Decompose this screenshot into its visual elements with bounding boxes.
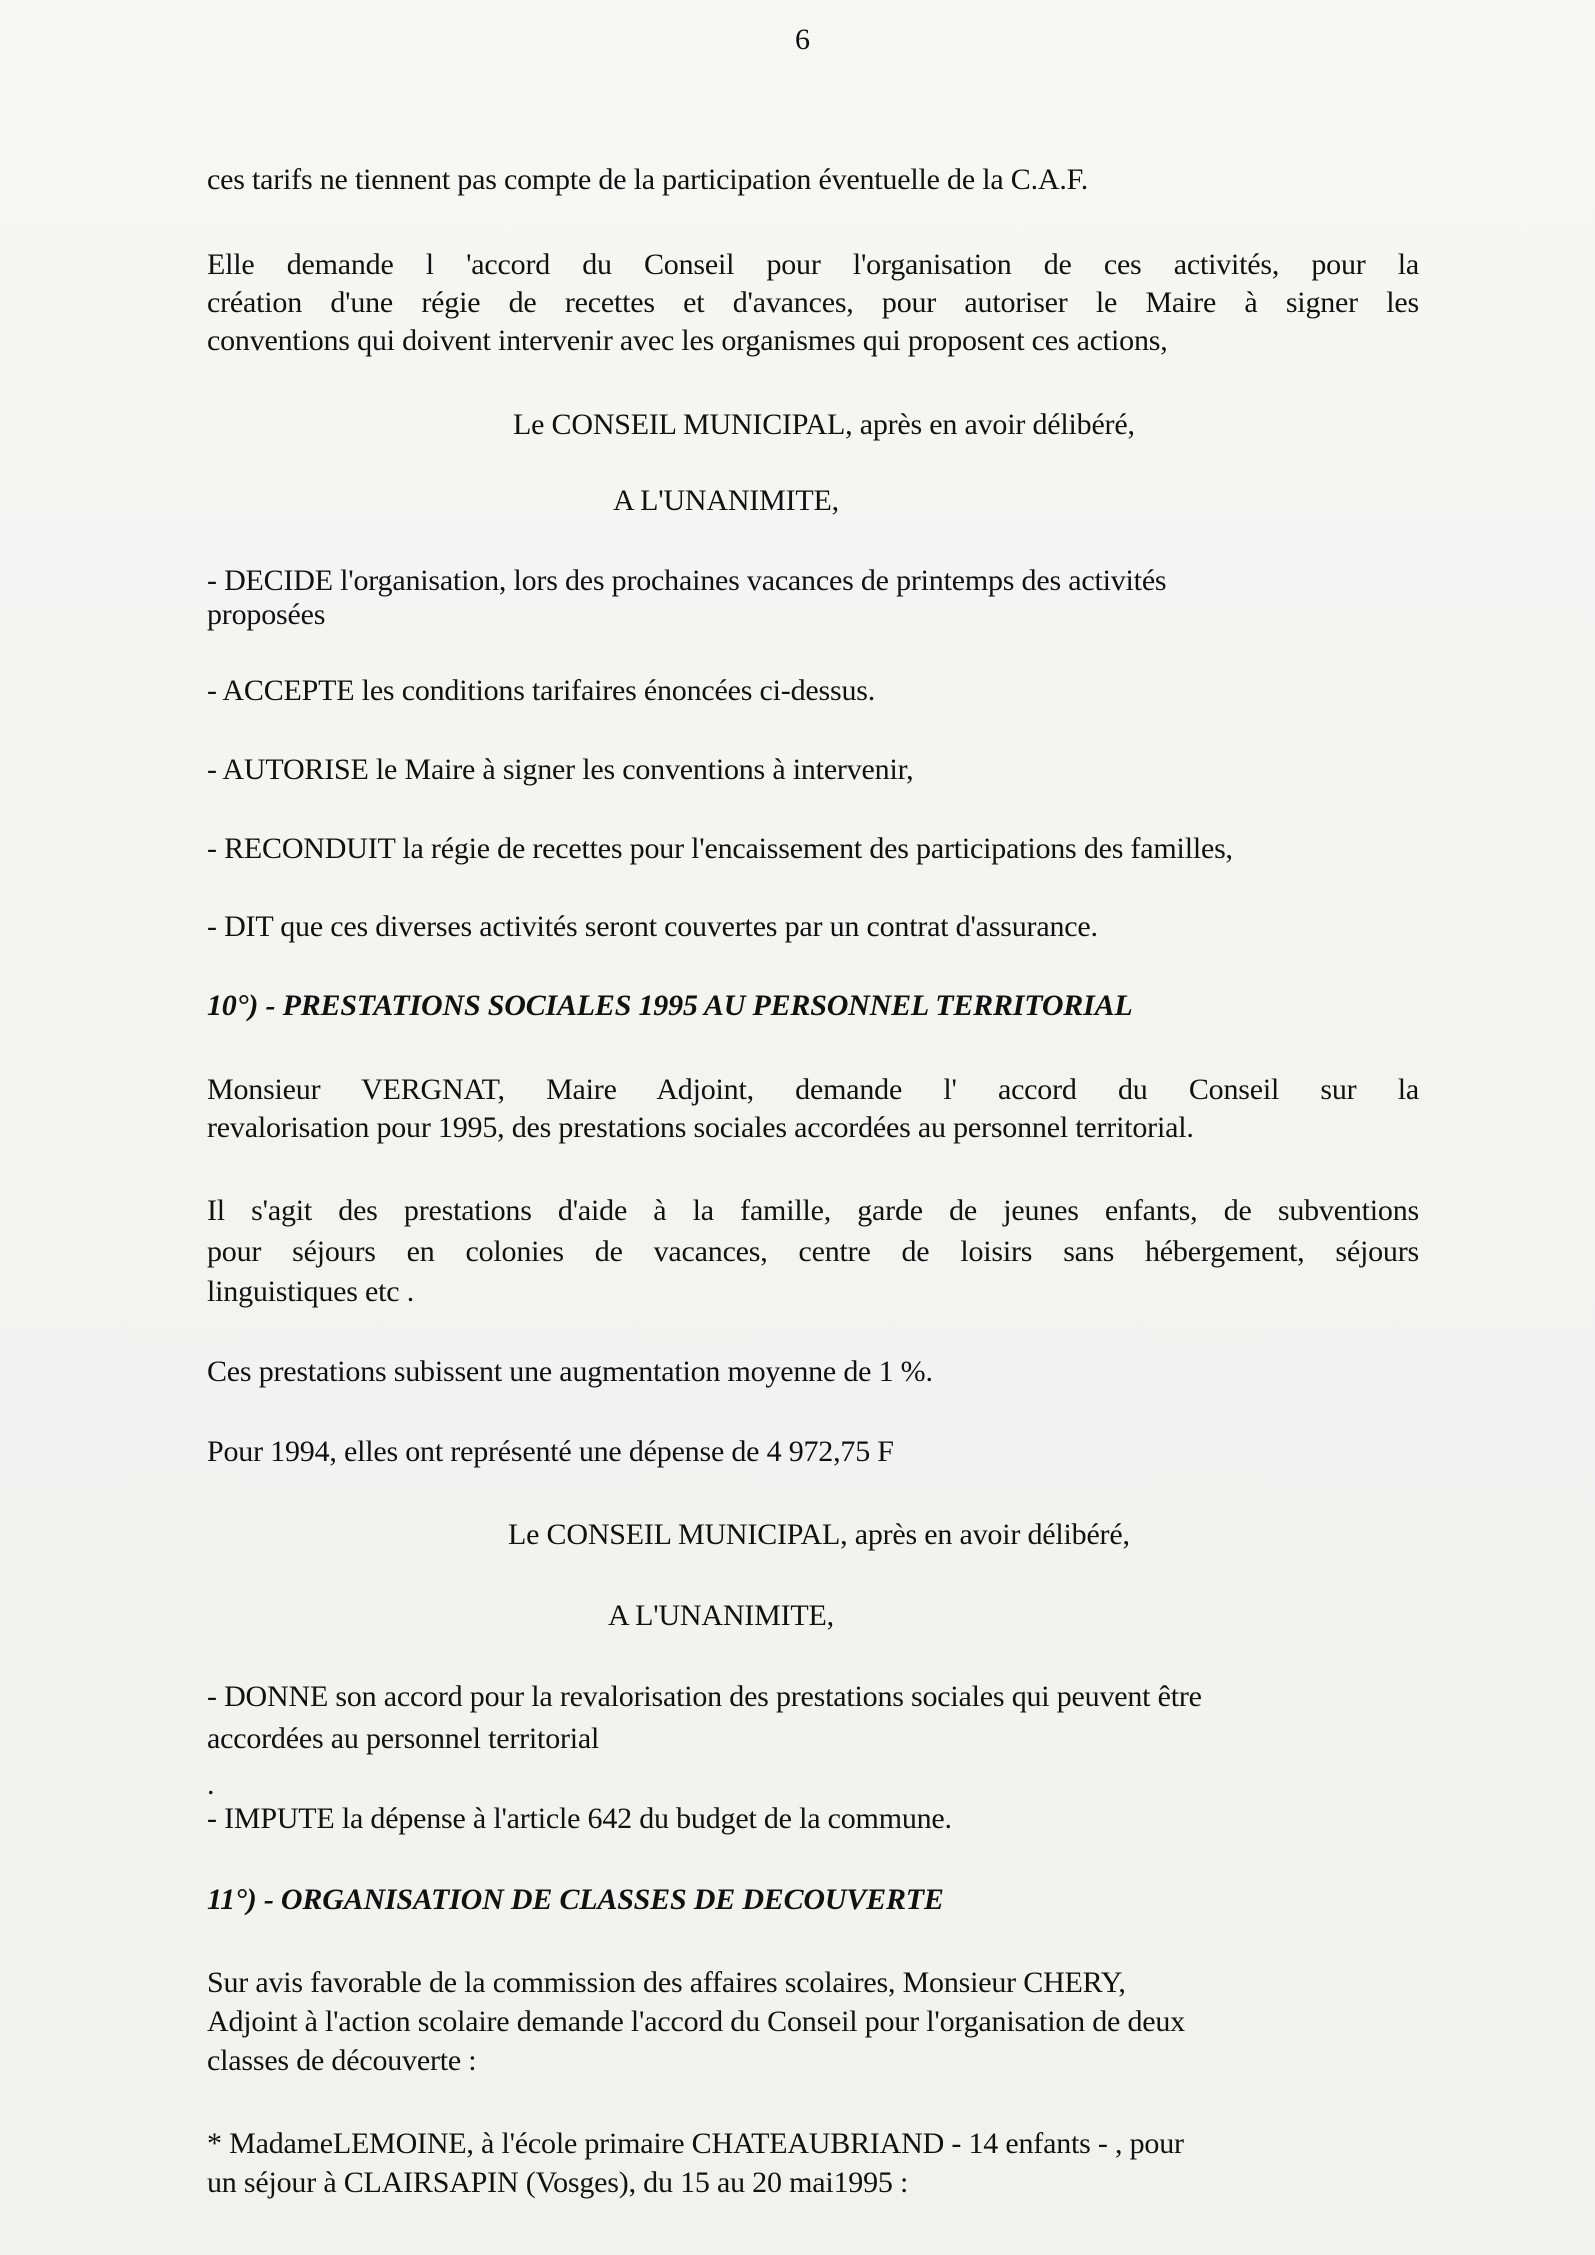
decision-autorise: - AUTORISE le Maire à signer les conventions à intervenir, [207, 753, 914, 786]
section-10-details: pour séjours en colonies de vacances, centre de loisirs sans hébergement, séjours [207, 1235, 1419, 1268]
section-10-details: Il s'agit des prestations d'aide à la famille, garde de jeunes enfants, de subventions [207, 1194, 1419, 1227]
unanimity-statement: A L'UNANIMITE, [608, 1599, 834, 1632]
section-11-request: classes de découverte : [207, 2044, 477, 2077]
stray-dot: . [207, 1768, 215, 1801]
council-deliberation: Le CONSEIL MUNICIPAL, après en avoir délibéré, [508, 1518, 1130, 1551]
decision-impute: - IMPUTE la dépense à l'article 642 du budget de la commune. [207, 1802, 952, 1835]
class-item: * MadameLEMOINE, à l'école primaire CHATEAUBRIAND - 14 enfants - , pour [207, 2127, 1184, 2160]
decision-decide-cont: proposées [207, 598, 326, 631]
caf-note: ces tarifs ne tiennent pas compte de la participation éventuelle de la C.A.F. [207, 163, 1089, 196]
section-10-request: revalorisation pour 1995, des prestations sociales accordées au personnel territorial. [207, 1111, 1194, 1144]
decision-donne-cont: accordées au personnel territorial [207, 1722, 600, 1755]
decision-reconduit: - RECONDUIT la régie de recettes pour l'encaissement des participations des familles, [207, 832, 1233, 865]
council-deliberation: Le CONSEIL MUNICIPAL, après en avoir délibéré, [513, 408, 1135, 441]
section-10-heading: 10°) - PRESTATIONS SOCIALES 1995 AU PERSONNEL TERRITORIAL [207, 989, 1133, 1022]
increase-statement: Ces prestations subissent une augmentation moyenne de 1 %. [207, 1355, 933, 1388]
request-line: création d'une régie de recettes et d'avances, pour autoriser le Maire à signer les [207, 286, 1419, 319]
page-number: 6 [795, 23, 810, 56]
unanimity-statement: A L'UNANIMITE, [613, 484, 839, 517]
decision-accepte: - ACCEPTE les conditions tarifaires énoncées ci-dessus. [207, 674, 876, 707]
decision-donne: - DONNE son accord pour la revalorisation des prestations sociales qui peuvent être [207, 1680, 1202, 1713]
request-line: Elle demande l 'accord du Conseil pour l'organisation de ces activités, pour la [207, 248, 1419, 281]
section-11-heading: 11°) - ORGANISATION DE CLASSES DE DECOUVERTE [207, 1883, 944, 1916]
section-10-details: linguistiques etc . [207, 1275, 415, 1308]
section-10-request: Monsieur VERGNAT, Maire Adjoint, demande l' accord du Conseil sur la [207, 1073, 1419, 1106]
section-11-request: Adjoint à l'action scolaire demande l'accord du Conseil pour l'organisation de deux [207, 2005, 1185, 2038]
request-line: conventions qui doivent intervenir avec les organismes qui proposent ces actions, [207, 324, 1168, 357]
class-item-cont: un séjour à CLAIRSAPIN (Vosges), du 15 au 20 mai1995 : [207, 2166, 909, 2199]
expense-statement: Pour 1994, elles ont représenté une dépense de 4 972,75 F [207, 1435, 894, 1468]
section-11-request: Sur avis favorable de la commission des affaires scolaires, Monsieur CHERY, [207, 1966, 1126, 1999]
decision-dit: - DIT que ces diverses activités seront couvertes par un contrat d'assurance. [207, 910, 1098, 943]
decision-decide: - DECIDE l'organisation, lors des prochaines vacances de printemps des activités [207, 564, 1167, 597]
